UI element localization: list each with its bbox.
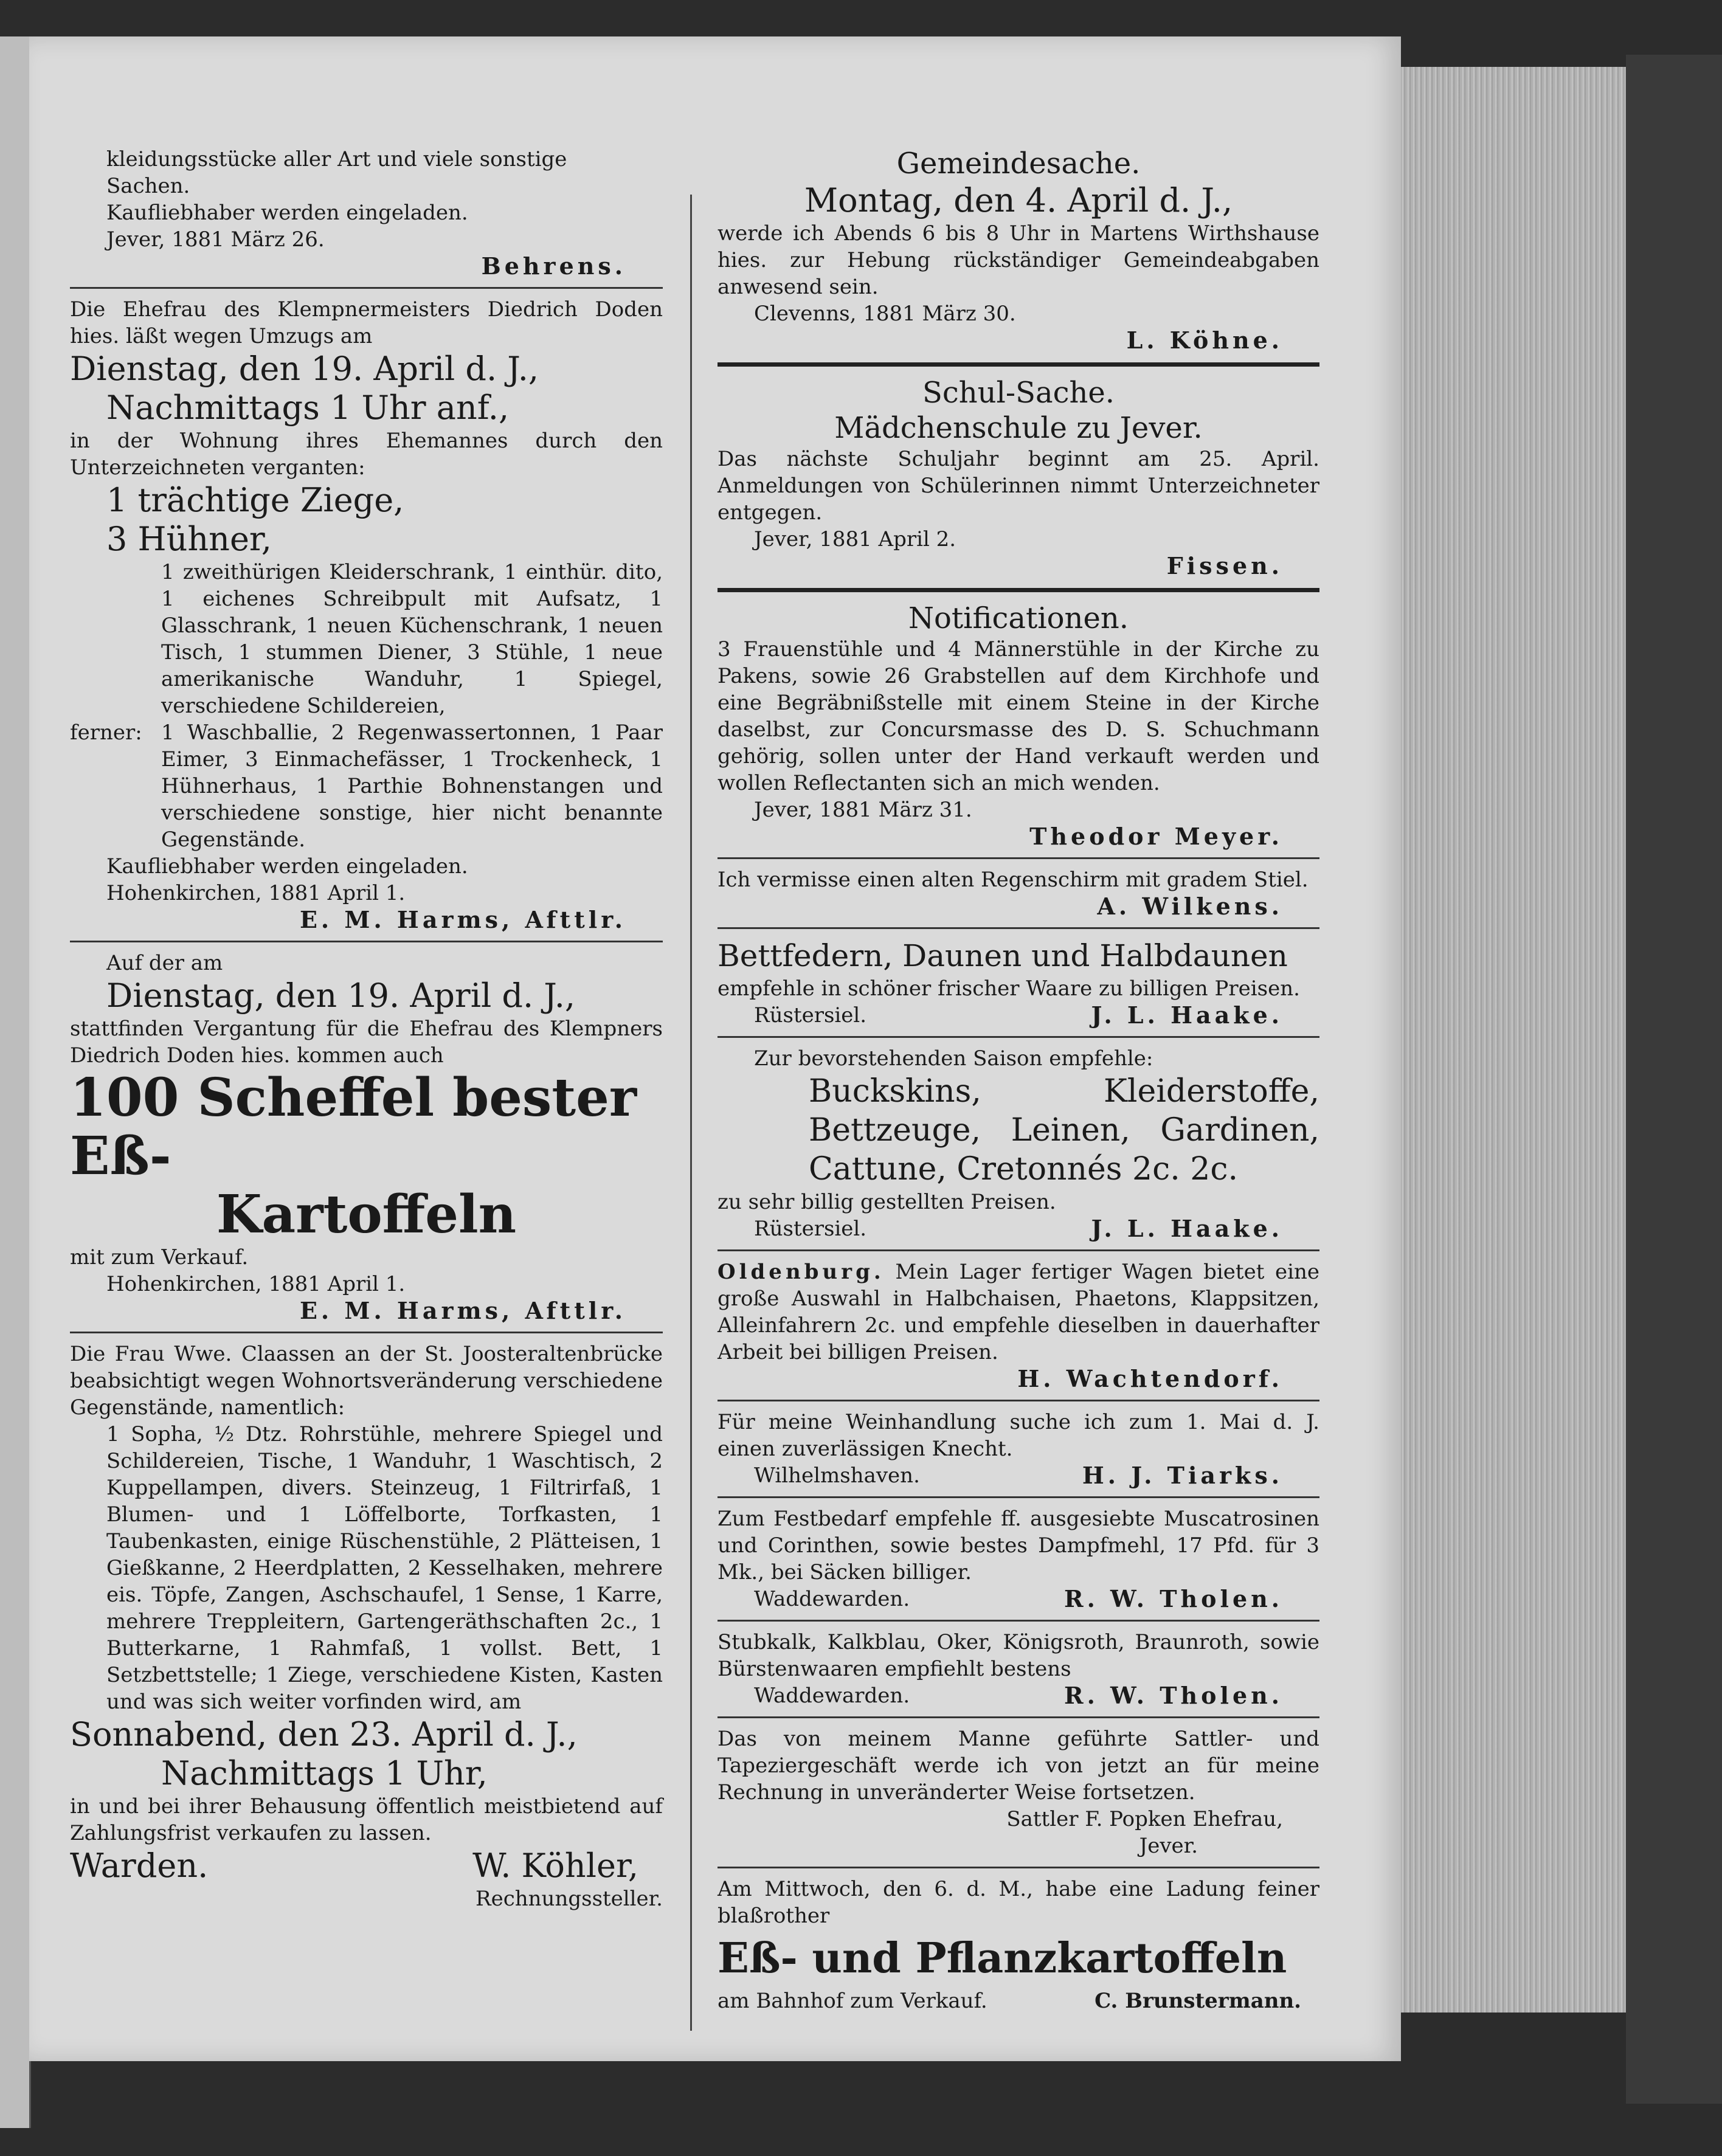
- ad-intro: Die Ehefrau des Klempnermeisters Diedrich Doden hies. läßt wegen Umzugs am: [70, 297, 663, 348]
- ad-signature: E. M. Harms, Afttlr.: [299, 906, 626, 933]
- ad-place-date: Jever, 1881 März 26.: [106, 227, 325, 252]
- ad-signature: J. L. Haake.: [1091, 1215, 1283, 1242]
- ad-time: Nachmittags 1 Uhr anf.,: [106, 389, 510, 427]
- ad-separator: [70, 941, 663, 942]
- facing-page-edge: [0, 36, 31, 2128]
- ad-place-date: Clevenns, 1881 März 30.: [754, 302, 1016, 326]
- ad-invite: Kaufliebhaber werden eingeladen.: [106, 854, 468, 879]
- book-binding: [1626, 55, 1722, 2104]
- ad-sign-row: [718, 1682, 1319, 1709]
- ad-doden-auction: [70, 296, 663, 933]
- ad-text: empfehle in schöner frischer Waare zu billigen Preisen.: [718, 976, 1300, 1001]
- ad-behrens: [70, 146, 663, 280]
- ad-signature: Behrens.: [481, 252, 626, 280]
- ad-notificationen: [718, 601, 1319, 850]
- book-page-edges: [1401, 67, 1626, 2013]
- ad-place-date: Jever, 1881 März 31.: [754, 798, 972, 822]
- ad-label: ferner:: [70, 720, 142, 745]
- column-divider: [690, 195, 692, 2031]
- ad-headline: Buckskins, Kleiderstoffe, Bettzeuge, Leinen, Gardinen, Cattune, Cretonnés 2c. 2c.: [809, 1073, 1319, 1187]
- ad-place-date: Hohenkirchen, 1881 April 1.: [106, 1272, 406, 1296]
- ad-festbedarf: [718, 1505, 1319, 1612]
- ad-claassen: [70, 1341, 663, 1912]
- ad-separator: [70, 1332, 663, 1333]
- ad-wagen: [718, 1259, 1319, 1392]
- ad-separator: [718, 1867, 1319, 1868]
- ad-signature: H. J. Tiarks.: [1082, 1462, 1283, 1489]
- ad-text: zu sehr billig gestellten Preisen.: [718, 1190, 1056, 1214]
- ad-ferner-row: [70, 719, 663, 853]
- ad-text: Zum Festbedarf empfehle ff. ausgesiebte Muscatrosinen und Corinthen, sowie bestes Dampfmehl, 17 Pfd. für 3 Mk., bei Säcken billiger.: [718, 1507, 1319, 1584]
- ad-place: Wilhelmshaven.: [754, 1463, 920, 1488]
- ad-heading: Schul-Sache.: [922, 376, 1115, 410]
- ad-place: Rüstersiel.: [754, 1003, 867, 1028]
- ad-item: 1 trächtige Ziege,: [106, 481, 404, 519]
- ad-signature: W. Köhler,: [472, 1847, 638, 1885]
- ad-items-list: 1 Waschballie, 2 Regenwassertonnen, 1 Paar Eimer, 3 Einmachefässer, 1 Trockenheck, 1 Hühnerhaus, 1 Parthie Bohnenstangen und verschiedene sonstige, hier nicht benannte Gegenstände.: [161, 720, 663, 852]
- ad-text: stattfinden Vergantung für die Ehefrau des Klempners Diedrich Doden hies. kommen auch: [70, 1017, 663, 1068]
- ad-sign-row: [718, 1002, 1319, 1029]
- ad-invite: Kaufliebhaber werden eingeladen.: [106, 201, 468, 225]
- ad-intro: Die Frau Wwe. Claassen an der St. Joosteraltenbrücke beabsichtigt wegen Wohnortsveränderung verschiedene Gegenstände, namentlich:: [70, 1342, 663, 1420]
- ad-text: am Bahnhof zum Verkauf.: [718, 1989, 987, 2013]
- ad-sign-row: [718, 1462, 1319, 1489]
- ad-intro: Auf der am: [106, 951, 223, 975]
- ad-separator: [70, 287, 663, 289]
- ad-date: Dienstag, den 19. April d. J.,: [70, 350, 539, 388]
- ad-separator: [718, 1620, 1319, 1622]
- ad-text: in und bei ihrer Behausung öffentlich meistbietend auf Zahlungsfrist verkaufen zu lassen.: [70, 1794, 663, 1845]
- ad-signature: L. Köhne.: [1126, 327, 1283, 354]
- ad-separator: [718, 1716, 1319, 1718]
- ad-separator: [718, 588, 1319, 592]
- ad-place: Waddewarden.: [754, 1684, 910, 1708]
- ad-text: Am Mittwoch, den 6. d. M., habe eine Ladung feiner blaßrother: [718, 1877, 1319, 1928]
- ad-gemeindesache: [718, 146, 1319, 354]
- ad-signature: Sattler F. Popken Ehefrau,: [1006, 1807, 1283, 1831]
- ad-sign-row: [718, 1586, 1319, 1612]
- ad-items-list: 1 zweithürigen Kleiderschrank, 1 einthür. dito, 1 eichenes Schreibpult mit Aufsatz, 1 Glasschrank, 1 neuen Küchenschrank, 1 neuen Tisch, 1 stummen Diener, 3 Stühle, 1 neue amerikanische Wanduhr, 1 Spiegel, verschiedene Schildereien,: [161, 560, 663, 718]
- ad-signature: H. Wachtendorf.: [1017, 1365, 1283, 1392]
- ad-signature: R. W. Tholen.: [1064, 1585, 1283, 1612]
- ad-heading: Gemeindesache.: [896, 147, 1141, 181]
- ad-text: Ich vermisse einen alten Regenschirm mit gradem Stiel.: [718, 868, 1309, 892]
- ad-regenschirm: [718, 866, 1319, 920]
- ad-schulsache: [718, 375, 1319, 579]
- ad-stubkalk: [718, 1629, 1319, 1709]
- ad-signature: E. M. Harms, Afttlr.: [299, 1297, 626, 1324]
- ad-text: Für meine Weinhandlung suche ich zum 1. Mai d. J. einen zuverlässigen Knecht.: [718, 1410, 1319, 1461]
- ad-heading: Mädchenschule zu Jever.: [834, 411, 1203, 445]
- ad-pflanzkartoffeln: [718, 1876, 1319, 2014]
- ad-signature: Theodor Meyer.: [1029, 823, 1283, 850]
- ad-separator: [718, 1036, 1319, 1038]
- ad-text: kleidungsstücke aller Art und viele sonstige: [106, 147, 567, 171]
- ad-heading: Notificationen.: [908, 601, 1129, 635]
- ad-role: Rechnungssteller.: [475, 1887, 663, 1911]
- ad-headline: Kartoffeln: [216, 1184, 517, 1245]
- ad-signature: Fissen.: [1166, 552, 1283, 579]
- ad-place-date: Hohenkirchen, 1881 April 1.: [106, 881, 406, 905]
- ad-signature: A. Wilkens.: [1097, 893, 1283, 920]
- ad-text: Das von meinem Manne geführte Sattler- und Tapeziergeschäft werde ich von jetzt an für meine Rechnung in unveränderter Weise fortsetzen.: [718, 1727, 1319, 1805]
- ad-headline: Eß- und Pflanzkartoffeln: [718, 1934, 1287, 1983]
- ad-sattler: [718, 1726, 1319, 1859]
- ad-separator: [718, 1400, 1319, 1401]
- ad-date: Dienstag, den 19. April d. J.,: [106, 976, 576, 1015]
- ad-text: mit zum Verkauf.: [70, 1245, 249, 1270]
- right-column: [718, 146, 1319, 2014]
- ad-text: 3 Frauenstühle und 4 Männerstühle in der Kirche zu Pakens, sowie 26 Grabstellen auf dem Kirchhofe und eine Begräbnißstelle mit einem Steine in der Kirche daselbst, zur Concursmasse des D. S. Schuchmann gehörig, sollen unter der Hand verkauft werden und wollen Reflectanten sich an mich wenden.: [718, 637, 1319, 795]
- ad-headline: 100 Scheffel bester Eß-: [70, 1067, 637, 1187]
- ad-separator: [718, 857, 1319, 859]
- ad-text: Das nächste Schuljahr beginnt am 25. April. Anmeldungen von Schülerinnen nimmt Unterzeichneter entgegen.: [718, 447, 1319, 525]
- ad-signature: R. W. Tholen.: [1064, 1682, 1283, 1709]
- ad-intro: Zur bevorstehenden Saison empfehle:: [754, 1046, 1153, 1071]
- ad-potatoes: [70, 950, 663, 1324]
- ad-separator: [718, 1496, 1319, 1498]
- ad-separator: [718, 927, 1319, 929]
- ad-sign-row: [718, 1988, 1319, 2014]
- ad-sign-row: [718, 1215, 1319, 1242]
- ad-saison: [718, 1045, 1319, 1242]
- ad-headline: Bettfedern, Daunen und Halbdaunen: [718, 938, 1288, 973]
- ad-place: Warden.: [70, 1847, 209, 1885]
- ad-item: 3 Hühner,: [106, 520, 272, 558]
- ad-weinhandlung: [718, 1409, 1319, 1489]
- ad-signature: J. L. Haake.: [1091, 1001, 1283, 1029]
- ad-place: Rüstersiel.: [754, 1217, 867, 1241]
- left-column: [70, 146, 663, 1912]
- ad-date: Sonnabend, den 23. April d. J.,: [70, 1715, 578, 1753]
- ad-time: Nachmittags 1 Uhr,: [161, 1754, 488, 1792]
- ad-place: Waddewarden.: [754, 1587, 910, 1611]
- ad-place-date: Jever, 1881 April 2.: [754, 527, 956, 551]
- ad-location: in der Wohnung ihres Ehemannes durch den Unterzeichneten verganten:: [70, 429, 663, 480]
- ad-text: Mein Lager fertiger Wagen bietet eine große Auswahl in Halbchaisen, Phaetons, Klappsitzen, Alleinfahrern 2c. und empfehle dieselben in dauerhafter Arbeit bei billigen Preisen.: [718, 1260, 1319, 1364]
- ad-bettfedern: [718, 936, 1319, 1029]
- ad-text: Stubkalk, Kalkblau, Oker, Königsroth, Braunroth, sowie Bürstenwaaren empfiehlt bestens: [718, 1630, 1319, 1681]
- ad-items-list: 1 Sopha, ½ Dtz. Rohrstühle, mehrere Spiegel und Schildereien, Tische, 1 Wanduhr, 1 Waschtisch, 2 Kuppellampen, divers. Steinzeug, 1 Filtrirfaß, 1 Blumen- und 1 Löffelborte, Torfkasten, 1 Taubenkasten, einige Rüschenstühle, 2 Plätteisen, 1 Gießkanne, 2 Heerdplatten, 2 Kesselhaken, mehrere eis. Töpfe, Zangen, Aschschaufel, 1 Sense, 1 Karre, mehrere Treppleitern, Gartengeräthschaften 2c., 1 Butterkarne, 1 Rahmfaß, 1 vollst. Bett, 1 Setzbettstelle; 1 Ziege, verschiedene Kisten, Kasten und was sich weiter vorfinden wird, am: [106, 1422, 663, 1714]
- ad-text: Sachen.: [106, 174, 190, 198]
- ad-signature: C. Brunstermann.: [1094, 1989, 1301, 2013]
- ad-place: Oldenburg.: [718, 1260, 885, 1284]
- ad-sign-row: [70, 1847, 663, 1885]
- ad-place: Jever.: [1139, 1834, 1198, 1858]
- ad-date: Montag, den 4. April d. J.,: [804, 181, 1233, 219]
- ad-separator: [718, 362, 1319, 367]
- ad-text: werde ich Abends 6 bis 8 Uhr in Martens Wirthshause hies. zur Hebung rückständiger Gemeindeabgaben anwesend sein.: [718, 221, 1319, 299]
- ad-separator: [718, 1249, 1319, 1251]
